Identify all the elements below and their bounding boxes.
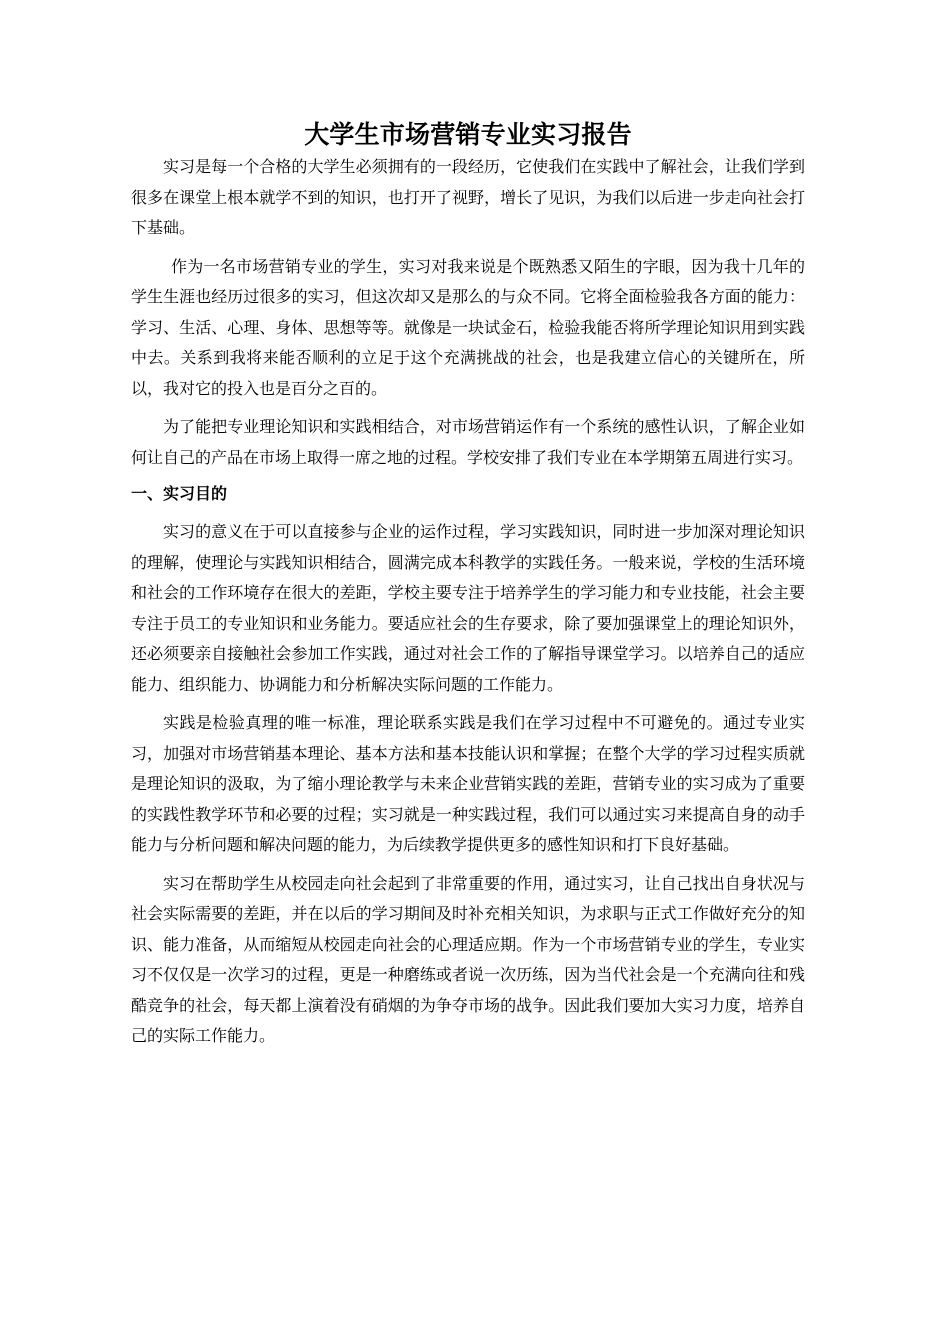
intro-paragraph-1: 实习是每一个合格的大学生必须拥有的一段经历，它使我们在实践中了解社会，让我们学到很多在课堂上根本就学不到的知识，也打开了视野，增长了见识，为我们以后进一步走向社会打下基础。 — [131, 157, 805, 237]
section-heading-purpose: 一、实习目的 — [131, 484, 228, 503]
purpose-paragraph-1: 实习的意义在于可以直接参与企业的运作过程，学习实践知识，同时进一步加深对理论知识的理解，使理论与实践知识相结合，圆满完成本科教学的实践任务。一般来说，学校的生活环境和社会的工作环境存在很大的差距，学校主要专注于培养学生的学习能力和专业技能，社会主要专注于员工的专业知识和业务能力。要适应社会的生存要求，除了要加强课堂上的理论知识外，还必须要亲自接触社会参加工作实践，通过对社会工作的了解指导课堂学习。以培养自己的适应能力、组织能力、协调能力和分析解决实际问题的工作能力。 — [131, 522, 805, 694]
document-title: 大学生市场营销专业实习报告 — [304, 120, 632, 149]
purpose-paragraph-2: 实践是检验真理的唯一标准，理论联系实践是我们在学习过程中不可避免的。通过专业实习，加强对市场营销基本理论、基本方法和基本技能认识和掌握；在整个大学的学习过程实质就是理论知识的汲取，为了缩小理论教学与未来企业营销实践的差距，营销专业的实习成为了重要的实践性教学环节和必要的过程；实习就是一种实践过程，我们可以通过实习来提高自身的动手能力与分析问题和解决问题的能力，为后续教学提供更多的感性知识和打下良好基础。 — [131, 713, 805, 854]
document-body — [131, 118, 805, 1052]
intro-paragraph-3: 为了能把专业理论知识和实践相结合，对市场营销运作有一个系统的感性认识，了解企业如何让自己的产品在市场上取得一席之地的过程。学校安排了我们专业在本学期第五周进行实习。 — [131, 417, 805, 467]
purpose-paragraph-3: 实习在帮助学生从校园走向社会起到了非常重要的作用，通过实习，让自己找出自身状况与社会实际需要的差距，并在以后的学习期间及时补充相关知识，为求职与正式工作做好充分的知识、能力准备，从而缩短从校园走向社会的心理适应期。作为一个市场营销专业的学生，专业实习不仅仅是一次学习的过程，更是一种磨练或者说一次历练，因为当代社会是一个充满向往和残酷竞争的社会，每天都上演着没有硝烟的为争夺市场的战争。因此我们要加大实习力度，培养自己的实际工作能力。 — [131, 873, 805, 1045]
intro-paragraph-2: 作为一名市场营销专业的学生，实习对我来说是个既熟悉又陌生的字眼，因为我十几年的学生生涯也经历过很多的实习，但这次却又是那么的与众不同。它将全面检验我各方面的能力：学习、生活、心理、身体、思想等等。就像是一块试金石，检验我能否将所学理论知识用到实践中去。关系到我将来能否顺利的立足于这个充满挑战的社会，也是我建立信心的关键所在，所以，我对它的投入也是百分之百的。 — [131, 256, 805, 398]
